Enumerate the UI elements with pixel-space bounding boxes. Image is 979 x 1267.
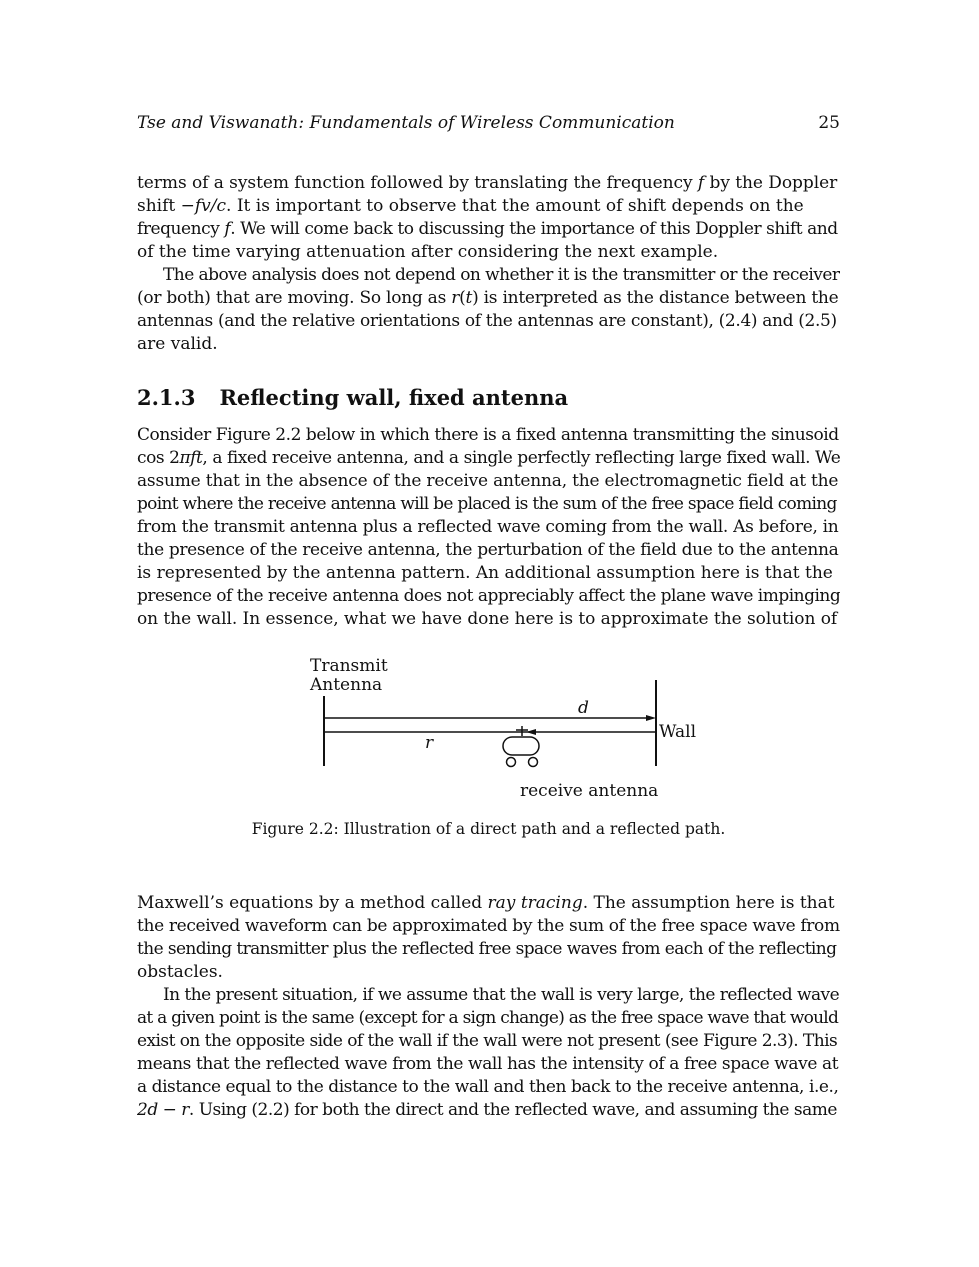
transmit-label-line-2: Antenna [310,675,383,695]
paragraph-3-line-1: Consider Figure 2.2 below in which there is a fixed antenna transmitting the sinusoid [137,425,839,445]
page-number: 25 [818,113,840,133]
paragraph-3-line-5: from the transmit antenna plus a reflected wave coming from the wall. As before, in [137,517,839,537]
paragraph-1-line-3: frequency f. We will come back to discussing the importance of this Doppler shift and [137,219,838,239]
paragraph-2-line-4: are valid. [137,334,218,354]
paragraph-4-line-1: Maxwell’s equations by a method called ray tracing. The assumption here is that [137,893,835,913]
paragraph-3-line-2: cos 2πft, a fixed receive antenna, and a single perfectly reflecting large fixed wall. We [137,448,840,468]
paragraph-2-line-1: The above analysis does not depend on whether it is the transmitter or the receiver [163,265,840,285]
running-title: Tse and Viswanath: Fundamentals of Wireless Communication [137,113,675,133]
arrow-to-wall [646,715,656,721]
paragraph-5 [137,984,840,1122]
paragraph-5-line-2: at a given point is the same (except for a sign change) as the free space wave that would [137,1008,839,1028]
paragraph-1-line-1: terms of a system function followed by translating the frequency f by the Doppler [137,173,838,193]
transmit-label-line-1: Transmit [310,656,388,676]
paragraph-4 [137,892,840,984]
paragraph-4-line-2: the received waveform can be approximated by the sum of the free space wave from [137,916,840,936]
paragraph-2-line-3: antennas (and the relative orientations of the antennas are constant), (2.4) and (2.5) [137,311,837,331]
paragraph-3 [137,424,840,631]
reflection-diagram [300,650,720,810]
paragraph-4-line-3: the sending transmitter plus the reflected free space waves from each of the reflecting [137,939,837,959]
paragraph-1-line-4: of the time varying attenuation after considering the next example. [137,242,719,262]
paragraph-3-line-4: point where the receive antenna will be placed is the sum of the free space field coming [137,494,837,514]
paragraph-5-line-5: a distance equal to the distance to the wall and then back to the receive antenna, i.e., [137,1077,839,1097]
paragraph-5-line-6: 2d − r. Using (2.2) for both the direct and the reflected wave, and assuming the same [137,1100,837,1120]
paragraph-1-line-2: shift −fv/c. It is important to observe that the amount of shift depends on the [137,196,804,216]
running-header [137,113,840,137]
paragraph-4-line-4: obstacles. [137,962,223,982]
paragraph-3-line-3: assume that in the absence of the receive antenna, the electromagnetic field at the [137,471,839,491]
paragraph-3-line-6: the presence of the receive antenna, the perturbation of the field due to the antenna [137,540,839,560]
paragraph-2-line-2: (or both) that are moving. So long as r(t) is interpreted as the distance between the [137,288,839,308]
paragraph-3-line-7: is represented by the antenna pattern. An additional assumption here is that the [137,563,833,583]
receive-antenna-label: receive antenna [520,781,659,801]
paragraph-3-line-8: presence of the receive antenna does not appreciably affect the plane wave impinging [137,586,840,606]
figure-caption: Figure 2.2: Illustration of a direct path and a reflected path. [251,820,726,838]
r-label: r [425,733,434,753]
section-heading [137,385,568,410]
figure-2-2 [300,650,720,810]
d-label: d [578,698,589,718]
paragraph-5-line-1: In the present situation, if we assume that the wall is very large, the reflected wave [163,985,840,1005]
section-title: Reflecting wall, fixed antenna [219,385,569,410]
paragraph-5-line-4: means that the reflected wave from the wall has the intensity of a free space wave at [137,1054,839,1074]
paragraph-5-line-3: exist on the opposite side of the wall if the wall were not present (see Figure 2.3). This [137,1031,838,1051]
paragraph-1 [137,172,840,264]
section-number: 2.1.3 [137,385,196,410]
wall-label: Wall [659,722,697,742]
paragraph-2 [137,264,840,356]
paragraph-3-line-9: on the wall. In essence, what we have done here is to approximate the solution of [137,609,838,629]
